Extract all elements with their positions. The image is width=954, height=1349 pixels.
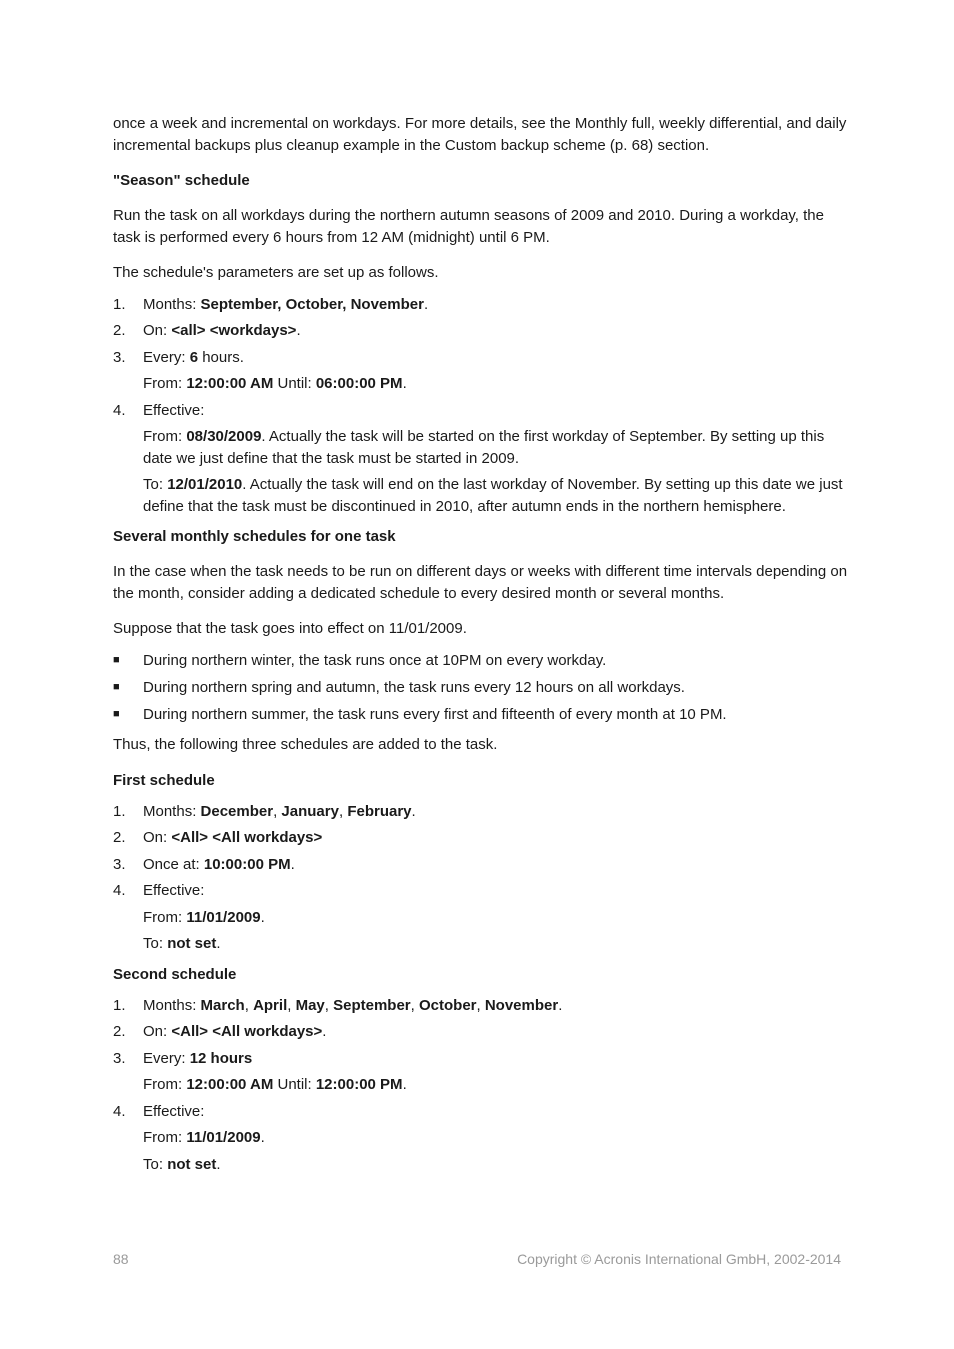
season-description: Run the task on all workdays during the northern autumn seasons of 2009 and 2010. During a workday, the task is performed every 6 hours from 12 AM (midnight) until 6 PM. [113,207,824,246]
list-item: 2. On: <All> <All workdays> [113,829,323,846]
list-subitem: To: not set. [143,1155,221,1173]
several-effective-date: Suppose that the task goes into effect on 11/01/2009. [113,620,467,637]
list-item: 1. Months: September, October, November. [113,295,429,313]
list-subitem: To: 12/01/2010. Actually the task will end on the last workday of November. By setting up this date we just define that the task must be discontinued in 2010, after autumn ends in the northern hemisphere. [143,476,843,515]
list-subitem: To: not set. [143,935,221,952]
season-params-intro: The schedule's parameters are set up as follows. [113,264,439,281]
bullet-item: ■ During northern winter, the task runs once at 10PM on every workday. [113,650,848,672]
several-description: In the case when the task needs to be run on different days or weeks with different time intervals depending on the month, consider adding a dedicated schedule to every desired month or several months. [113,563,848,602]
page-number: 88 [113,1251,129,1267]
bullet-icon: ■ [113,680,120,693]
list-item: 4. Effective: [113,882,205,899]
list-subitem: From: 12:00:00 AM Until: 06:00:00 PM. [143,375,407,392]
bullet-item: ■ During northern spring and autumn, the task runs every 12 hours on all workdays. [113,677,848,699]
schedules-intro: Thus, the following three schedules are added to the task. [113,736,498,753]
intro-paragraph: once a week and incremental on workdays. For more details, see the Monthly full, weekly differential, and daily incremental backups plus cleanup example in the Custom backup scheme (p. 68) section. [113,115,847,154]
season-heading: "Season" schedule [113,172,250,189]
page-content [113,113,848,1180]
several-heading: Several monthly schedules for one task [113,528,396,545]
first-schedule-heading: First schedule [113,771,215,789]
list-subitem: From: 11/01/2009. [143,908,265,926]
list-item: 3. Every: 6 hours. [113,348,244,366]
list-subitem: From: 08/30/2009. Actually the task will be started on the first workday of September. By setting up this date we just define that the task must be started in 2009. [143,428,825,467]
copyright-notice: Copyright © Acronis International GmbH, 2002-2014 [517,1251,841,1267]
second-schedule-heading: Second schedule [113,965,237,983]
list-item: 3. Once at: 10:00:00 PM. [113,855,295,873]
bullet-item: ■ During northern summer, the task runs every first and fifteenth of every month at 10 PM. [113,704,848,726]
list-item: 2. On: <all> <workdays>. [113,322,301,339]
list-item: 2. On: <All> <All workdays>. [113,1023,327,1040]
list-item: 3. Every: 12 hours [113,1049,253,1067]
list-item: 4. Effective: [113,1102,205,1120]
list-item: 1. Months: December, January, February. [113,802,416,820]
list-item: 1. Months: March, April, May, September, October, November. [113,996,563,1014]
bullet-icon: ■ [113,653,120,666]
list-item: 4. Effective: [113,401,205,419]
list-subitem: From: 12:00:00 AM Until: 12:00:00 PM. [143,1076,407,1093]
bullet-icon: ■ [113,707,120,720]
list-subitem: From: 11/01/2009. [143,1129,265,1146]
